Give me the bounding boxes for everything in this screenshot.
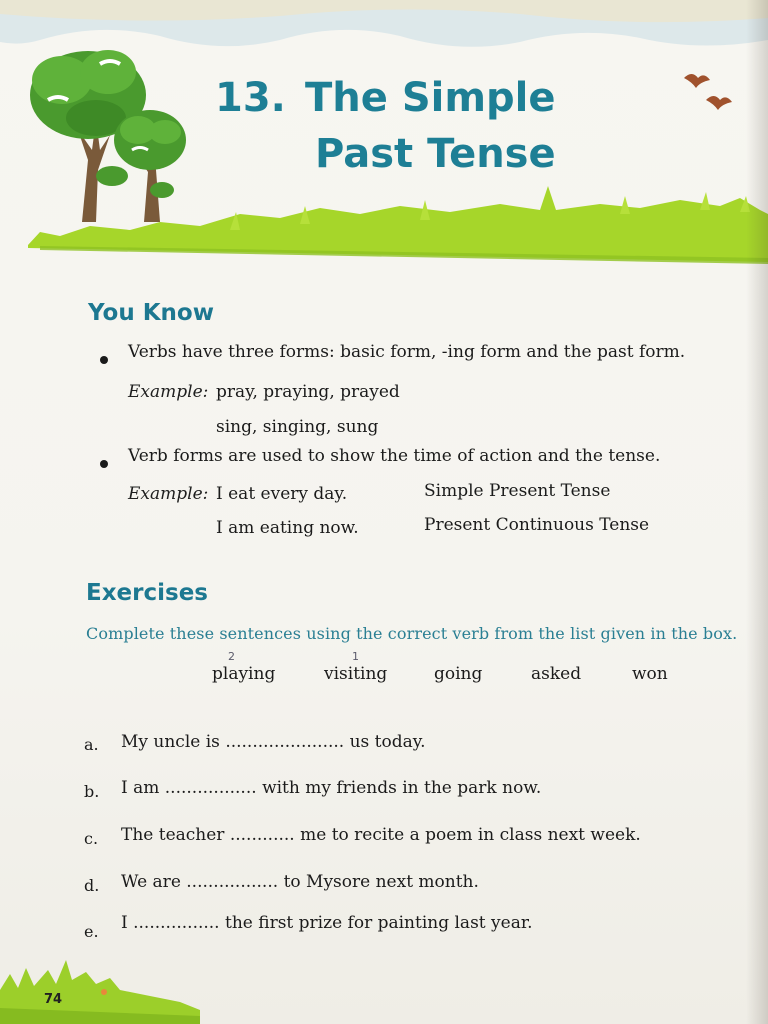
sentence-end: the first prize for painting last year. — [225, 913, 533, 933]
sentence-start: We are — [121, 872, 181, 892]
sentence-start: I am — [121, 778, 160, 798]
sentence-start: My uncle is — [121, 732, 220, 752]
bottom-grass-decoration — [0, 950, 200, 1024]
exercise-sentence — [121, 778, 541, 798]
exercise-letter: e. — [84, 922, 99, 941]
example-label-2: Example: — [128, 484, 209, 504]
chapter-title-line2: Past Tense — [315, 131, 556, 177]
example-line: pray, praying, prayed — [216, 382, 400, 402]
example-sentence: I am eating now. — [216, 518, 359, 538]
bullet-point-icon — [100, 460, 108, 468]
chapter-number: 13. — [215, 75, 286, 121]
sentence-start: The teacher — [121, 825, 225, 845]
exercise-sentence — [121, 913, 533, 933]
answer-blank[interactable]: ............ — [229, 825, 295, 845]
handwritten-mark: 2 — [228, 650, 235, 663]
exercise-letter: d. — [84, 876, 100, 895]
exercise-letter: b. — [84, 782, 100, 801]
exercises-heading: Exercises — [86, 580, 208, 606]
answer-blank[interactable]: ................. — [164, 778, 257, 798]
exercise-sentence — [121, 872, 479, 892]
chapter-title-line1: The Simple — [305, 75, 556, 121]
answer-blank[interactable]: ................ — [133, 913, 220, 933]
exercise-instruction: Complete these sentences using the correct verb from the list given in the box. — [86, 624, 738, 643]
page-number: 74 — [44, 992, 63, 1007]
exercise-sentence — [121, 732, 426, 752]
example-tense: Simple Present Tense — [424, 481, 611, 501]
you-know-point-1: Verbs have three forms: basic form, -ing form and the past form. — [128, 342, 686, 362]
exercise-sentence — [121, 825, 641, 845]
word-box-item: going — [434, 664, 483, 684]
bullet-point-icon — [100, 356, 108, 364]
example-tense: Present Continuous Tense — [424, 515, 650, 535]
sentence-end: with my friends in the park now. — [262, 778, 542, 798]
example-label-1: Example: — [128, 382, 209, 402]
example-sentence: I eat every day. — [216, 484, 348, 504]
sentence-end: to Mysore next month. — [283, 872, 479, 892]
you-know-heading: You Know — [88, 300, 214, 326]
birds — [684, 74, 732, 110]
sentence-end: me to recite a poem in class next week. — [300, 825, 641, 845]
sky-clouds — [0, 0, 768, 47]
handwritten-mark: 1 — [352, 650, 359, 663]
exercise-letter: a. — [84, 735, 99, 754]
chapter-title — [215, 70, 615, 182]
answer-blank[interactable]: ................. — [186, 872, 279, 892]
sentence-end: us today. — [349, 732, 426, 752]
word-box-item: playing — [212, 664, 276, 684]
answer-blank[interactable]: ...................... — [225, 732, 345, 752]
example-line: sing, singing, sung — [216, 417, 379, 437]
word-box-item: won — [632, 664, 668, 684]
word-box-item: visiting — [324, 664, 388, 684]
you-know-point-2: Verb forms are used to show the time of action and the tense. — [128, 446, 661, 466]
word-box-item: asked — [531, 664, 582, 684]
exercise-letter: c. — [84, 829, 99, 848]
sentence-start: I — [121, 913, 128, 933]
page-edge-shadow — [746, 0, 768, 1024]
